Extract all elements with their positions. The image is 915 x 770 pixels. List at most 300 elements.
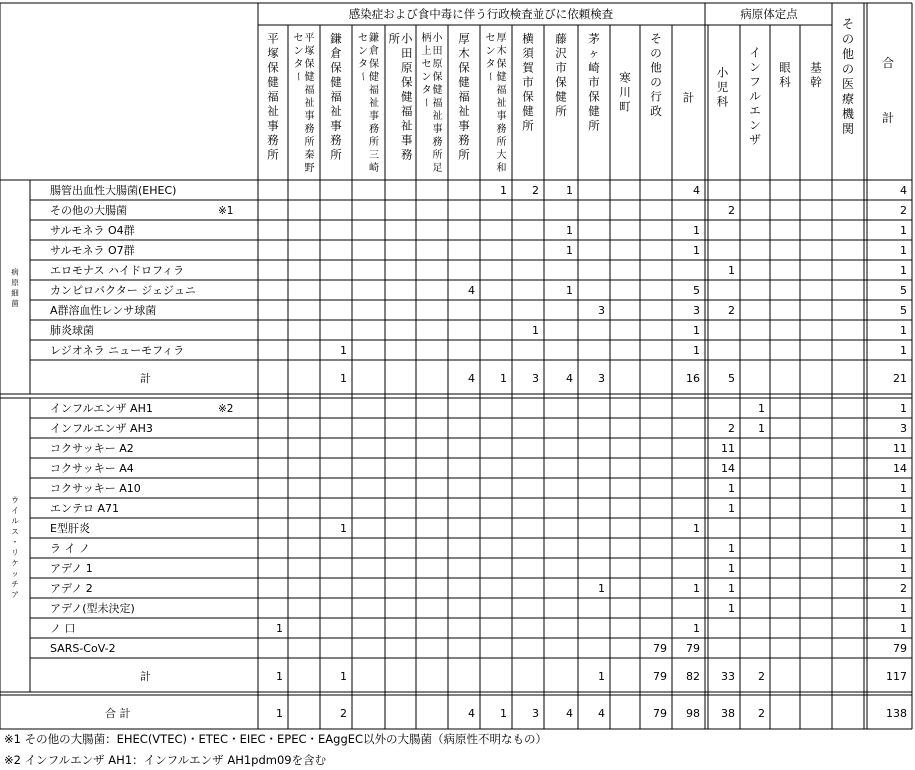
cell-value: 1 xyxy=(532,324,539,337)
subtotal-label: 計 xyxy=(140,372,151,385)
svg-text:田: 田 xyxy=(401,46,413,60)
cell-value: 1 xyxy=(500,184,507,197)
cell-value: 1 xyxy=(598,582,605,595)
cell-value: 2 xyxy=(900,582,907,595)
svg-text:ー: ー xyxy=(420,97,431,108)
svg-text:倉: 倉 xyxy=(369,46,379,57)
cell-value: 1 xyxy=(566,284,573,297)
svg-text:足: 足 xyxy=(432,163,443,174)
svg-text:市: 市 xyxy=(588,75,600,89)
cell-value: 3 xyxy=(900,422,907,435)
svg-text:平: 平 xyxy=(267,31,279,46)
grand-total-value: 1 xyxy=(276,707,283,720)
svg-text:福: 福 xyxy=(369,85,379,96)
svg-text:所: 所 xyxy=(369,137,379,148)
svg-text:ン: ン xyxy=(421,72,432,83)
svg-text:保: 保 xyxy=(267,60,279,75)
cell-value: 1 xyxy=(728,582,735,595)
svg-text:平: 平 xyxy=(304,33,315,44)
svg-text:務: 務 xyxy=(432,137,443,148)
svg-text:保: 保 xyxy=(432,72,443,83)
svg-text:祉: 祉 xyxy=(369,98,379,109)
column-header-13 xyxy=(683,91,695,105)
svg-text:小: 小 xyxy=(716,65,729,80)
column-header-10 xyxy=(588,32,600,133)
svg-text:健: 健 xyxy=(555,89,567,104)
svg-text:須: 須 xyxy=(522,46,534,60)
column-header-11 xyxy=(619,71,631,114)
subtotal-value: 3 xyxy=(598,372,605,385)
svg-text:エ: エ xyxy=(749,103,761,118)
svg-text:ス: ス xyxy=(11,527,19,536)
row-label: エンテロ A71 xyxy=(50,502,120,515)
row-label: アデノ 1 xyxy=(50,562,93,575)
svg-text:ケ: ケ xyxy=(11,558,19,568)
subtotal-value: 1 xyxy=(598,670,605,683)
column-header-4 xyxy=(389,32,414,162)
svg-text:そ: そ xyxy=(650,31,662,46)
svg-text:塚: 塚 xyxy=(304,46,315,57)
svg-text:セ: セ xyxy=(485,33,496,44)
svg-text:ン: ン xyxy=(749,60,761,74)
svg-text:タ: タ xyxy=(358,59,368,70)
subtotal-value: 3 xyxy=(532,372,539,385)
svg-text:セ: セ xyxy=(421,59,432,70)
svg-text:保: 保 xyxy=(401,75,413,89)
cell-value: 4 xyxy=(468,284,475,297)
svg-text:祉: 祉 xyxy=(401,118,413,133)
svg-text:健: 健 xyxy=(588,104,600,118)
column-header-15 xyxy=(749,46,761,147)
svg-text:ザ: ザ xyxy=(749,132,761,147)
svg-text:秦: 秦 xyxy=(304,150,315,161)
svg-text:保: 保 xyxy=(369,59,379,70)
cell-value: 11 xyxy=(721,442,735,455)
subtotal-value: 16 xyxy=(686,372,700,385)
grand-total-label: 合 計 xyxy=(105,707,131,720)
svg-text:藤: 藤 xyxy=(555,31,567,46)
svg-text:厚: 厚 xyxy=(496,33,507,44)
svg-text:合: 合 xyxy=(881,56,895,70)
svg-text:他: 他 xyxy=(650,60,662,75)
svg-text:タ: タ xyxy=(485,59,496,70)
svg-text:健: 健 xyxy=(267,75,279,89)
cell-value: 1 xyxy=(340,344,347,357)
svg-text:の: の xyxy=(650,75,662,89)
subtotal-value: 1 xyxy=(276,670,283,683)
svg-text:事: 事 xyxy=(432,124,443,135)
svg-text:祉: 祉 xyxy=(496,98,507,109)
grand-total-value: 98 xyxy=(686,707,700,720)
cell-value: 79 xyxy=(686,642,700,655)
svg-text:崎: 崎 xyxy=(588,60,600,75)
svg-text:市: 市 xyxy=(555,60,567,75)
svg-text:ヶ: ヶ xyxy=(588,46,600,60)
svg-text:木: 木 xyxy=(458,46,470,60)
svg-text:ウ: ウ xyxy=(11,495,19,505)
svg-text:事: 事 xyxy=(304,111,315,122)
cell-value: 1 xyxy=(728,542,735,555)
svg-text:科: 科 xyxy=(779,75,791,89)
cell-value: 1 xyxy=(728,562,735,575)
cell-value: 1 xyxy=(693,344,700,357)
cell-value: 1 xyxy=(758,422,765,435)
svg-text:町: 町 xyxy=(619,99,631,114)
cell-value: 1 xyxy=(728,502,735,515)
cell-value: 1 xyxy=(900,482,907,495)
svg-text:リ: リ xyxy=(11,548,19,557)
column-header-0 xyxy=(267,32,279,162)
svg-text:事: 事 xyxy=(267,118,279,133)
svg-text:療: 療 xyxy=(841,92,855,106)
svg-text:和: 和 xyxy=(496,163,507,174)
svg-text:健: 健 xyxy=(522,104,534,118)
cell-value: 1 xyxy=(900,324,907,337)
row-label: カンピロバクター ジェジュニ xyxy=(50,284,196,297)
svg-text:鎌: 鎌 xyxy=(330,31,342,46)
cell-value: 1 xyxy=(566,224,573,237)
svg-text:幹: 幹 xyxy=(810,75,822,89)
column-header-9 xyxy=(555,32,567,119)
cell-value: 1 xyxy=(693,324,700,337)
svg-text:イ: イ xyxy=(11,506,19,515)
footnote-1: ※1 その他の大腸菌：EHEC(VTEC)・ETEC・EIEC・EPEC・EAggEC以外の大腸菌（病原性不明なもの） xyxy=(4,732,548,746)
row-label: A群溶血性レンサ球菌 xyxy=(50,304,157,317)
row-label: SARS-CoV-2 xyxy=(50,642,116,655)
svg-text:保: 保 xyxy=(555,75,567,89)
svg-text:行: 行 xyxy=(650,89,662,104)
footnote-2: ※2 インフルエンザ AH1：インフルエンザ AH1pdm09を含む xyxy=(4,753,327,767)
svg-text:野: 野 xyxy=(304,163,315,174)
subtotal-value: 1 xyxy=(340,670,347,683)
svg-text:フ: フ xyxy=(749,74,761,89)
cell-value: 5 xyxy=(900,304,907,317)
column-header-1 xyxy=(292,32,315,174)
cell-value: 1 xyxy=(900,522,907,535)
svg-text:祉: 祉 xyxy=(304,98,315,109)
svg-text:鎌: 鎌 xyxy=(369,33,379,44)
svg-text:務: 務 xyxy=(458,133,470,147)
svg-text:祉: 祉 xyxy=(458,104,470,118)
svg-text:健: 健 xyxy=(369,72,379,83)
column-header-17 xyxy=(810,61,822,90)
cell-value: 1 xyxy=(900,402,907,415)
svg-text:保: 保 xyxy=(496,59,507,70)
svg-text:セ: セ xyxy=(293,33,304,44)
cell-value: 5 xyxy=(900,284,907,297)
svg-text:健: 健 xyxy=(458,75,470,89)
row-label: コクサッキー A4 xyxy=(50,462,134,475)
grand-total-value: 38 xyxy=(721,707,735,720)
svg-text:小: 小 xyxy=(432,33,443,44)
svg-text:ル: ル xyxy=(11,516,19,526)
svg-text:福: 福 xyxy=(401,104,413,118)
cell-value: 1 xyxy=(728,264,735,277)
svg-text:ー: ー xyxy=(484,71,495,82)
grand-total-value: 2 xyxy=(340,707,347,720)
column-header-8 xyxy=(522,32,535,133)
row-note: ※2 xyxy=(218,403,234,415)
svg-text:事: 事 xyxy=(401,133,413,147)
svg-text:科: 科 xyxy=(716,94,729,109)
svg-text:務: 務 xyxy=(267,133,279,147)
svg-text:ー: ー xyxy=(356,71,368,82)
svg-text:所: 所 xyxy=(432,150,443,161)
svg-text:所: 所 xyxy=(267,147,279,162)
other-medical-header xyxy=(842,17,855,136)
svg-text:イ: イ xyxy=(749,45,761,60)
svg-text:保: 保 xyxy=(304,59,315,70)
cell-value: 1 xyxy=(728,482,735,495)
svg-text:保: 保 xyxy=(588,89,600,104)
column-header-5 xyxy=(420,31,444,174)
svg-text:ー: ー xyxy=(292,71,303,82)
cell-value: 1 xyxy=(728,602,735,615)
svg-text:児: 児 xyxy=(716,80,729,94)
subtotal-value: 117 xyxy=(886,670,907,683)
subtotal-value: 5 xyxy=(728,372,735,385)
svg-text:上: 上 xyxy=(421,46,432,57)
svg-text:健: 健 xyxy=(432,85,443,96)
cell-value: 1 xyxy=(900,264,907,277)
svg-text:他: 他 xyxy=(841,47,855,61)
svg-text:の: の xyxy=(650,46,662,60)
cell-value: 11 xyxy=(893,442,907,455)
subtotal-value: 21 xyxy=(893,372,907,385)
cell-value: 1 xyxy=(693,622,700,635)
column-header-6 xyxy=(458,32,470,162)
svg-text:沢: 沢 xyxy=(555,46,567,60)
svg-text:寒: 寒 xyxy=(619,70,631,85)
svg-text:柄: 柄 xyxy=(421,33,432,44)
section-label-1 xyxy=(11,496,19,600)
svg-text:原: 原 xyxy=(432,59,443,70)
cell-value: 1 xyxy=(566,184,573,197)
svg-text:所: 所 xyxy=(588,118,600,133)
svg-text:賀: 賀 xyxy=(522,60,534,75)
svg-text:ン: ン xyxy=(293,46,304,57)
svg-text:所: 所 xyxy=(555,104,567,118)
svg-text:務: 務 xyxy=(401,147,413,162)
svg-text:所: 所 xyxy=(458,147,470,162)
svg-text:福: 福 xyxy=(432,98,443,109)
svg-text:計: 計 xyxy=(682,90,695,105)
svg-text:医: 医 xyxy=(841,77,855,91)
row-label: インフルエンザ AH3 xyxy=(50,422,153,435)
svg-text:祉: 祉 xyxy=(267,104,279,118)
subtotal-value: 1 xyxy=(500,372,507,385)
svg-text:健: 健 xyxy=(401,89,413,104)
cell-value: 1 xyxy=(566,244,573,257)
svg-text:健: 健 xyxy=(496,72,507,83)
svg-text:福: 福 xyxy=(267,89,279,104)
grand-total-value: 1 xyxy=(500,707,507,720)
svg-text:眼: 眼 xyxy=(779,60,791,75)
svg-text:所: 所 xyxy=(522,118,534,133)
svg-text:茅: 茅 xyxy=(588,31,600,46)
svg-text:病: 病 xyxy=(11,267,19,277)
row-label: レジオネラ ニューモフィラ xyxy=(50,344,185,357)
grand-total-value: 4 xyxy=(566,707,573,720)
grand-total-value: 4 xyxy=(598,707,605,720)
svg-text:務: 務 xyxy=(304,124,315,135)
cell-value: 1 xyxy=(340,522,347,535)
svg-text:保: 保 xyxy=(522,89,534,104)
svg-text:セ: セ xyxy=(358,33,368,44)
svg-text:政: 政 xyxy=(650,104,662,118)
svg-text:崎: 崎 xyxy=(369,163,379,174)
svg-text:所: 所 xyxy=(304,137,315,148)
row-label: サルモネラ O4群 xyxy=(50,224,135,237)
subtotal-value: 33 xyxy=(721,670,735,683)
row-label: コクサッキー A10 xyxy=(50,482,141,495)
row-label: コクサッキー A2 xyxy=(50,442,134,455)
svg-text:務: 務 xyxy=(330,133,342,147)
svg-text:タ: タ xyxy=(293,59,304,70)
cell-value: 3 xyxy=(598,304,605,317)
svg-text:祉: 祉 xyxy=(330,104,342,118)
cell-value: 1 xyxy=(693,522,700,535)
svg-text:横: 横 xyxy=(522,31,534,46)
svg-text:ル: ル xyxy=(749,89,761,103)
total-header-1 xyxy=(882,55,894,70)
cell-value: 2 xyxy=(728,304,735,317)
section-label-0 xyxy=(11,267,19,309)
svg-text:事: 事 xyxy=(369,111,379,122)
svg-text:福: 福 xyxy=(304,85,315,96)
grand-total-value: 4 xyxy=(468,707,475,720)
svg-text:市: 市 xyxy=(522,75,534,89)
cell-value: 1 xyxy=(900,602,907,615)
row-label: エロモナス ハイドロフィラ xyxy=(50,264,185,277)
column-header-12 xyxy=(650,32,662,119)
cell-value: 1 xyxy=(693,244,700,257)
svg-text:三: 三 xyxy=(369,150,379,161)
svg-text:ア: ア xyxy=(11,590,19,599)
row-label: インフルエンザ AH1 xyxy=(50,402,153,415)
row-label: サルモネラ O7群 xyxy=(50,244,135,257)
cell-value: 3 xyxy=(693,304,700,317)
svg-text:ン: ン xyxy=(749,118,761,132)
svg-text:木: 木 xyxy=(496,46,507,57)
subtotal-value: 1 xyxy=(340,372,347,385)
svg-text:福: 福 xyxy=(330,89,342,104)
row-label: 肺炎球菌 xyxy=(50,324,94,337)
row-label: その他の大腸菌 xyxy=(50,204,127,217)
group1-title: 感染症および食中毒に伴う行政検査並びに依頼検査 xyxy=(348,7,614,21)
svg-text:所: 所 xyxy=(330,147,342,162)
svg-text:の: の xyxy=(841,62,855,76)
grand-total-value: 2 xyxy=(758,707,765,720)
svg-text:事: 事 xyxy=(496,111,507,122)
svg-text:計: 計 xyxy=(881,111,895,125)
svg-text:小: 小 xyxy=(401,31,413,46)
cell-value: 1 xyxy=(900,244,907,257)
column-header-3 xyxy=(357,31,380,174)
svg-text:厚: 厚 xyxy=(458,31,470,46)
cell-value: 2 xyxy=(900,204,907,217)
cell-value: 1 xyxy=(900,344,907,357)
cell-value: 1 xyxy=(276,622,283,635)
row-label: E型肝炎 xyxy=(50,522,90,535)
svg-text:そ: そ xyxy=(841,17,855,31)
svg-text:務: 務 xyxy=(496,124,507,135)
svg-text:事: 事 xyxy=(458,118,470,133)
svg-text:ン: ン xyxy=(358,46,368,57)
cell-value: 1 xyxy=(900,622,907,635)
cell-value: 14 xyxy=(721,462,735,475)
cell-value: 1 xyxy=(900,562,907,575)
row-label: アデノ(型未決定) xyxy=(50,602,135,615)
cell-value: 2 xyxy=(532,184,539,197)
svg-text:所: 所 xyxy=(388,31,400,46)
column-header-14 xyxy=(717,66,729,109)
svg-text:基: 基 xyxy=(810,60,822,75)
subtotal-value: 2 xyxy=(758,670,765,683)
svg-text:ン: ン xyxy=(485,46,496,57)
svg-text:川: 川 xyxy=(619,85,631,99)
svg-text:福: 福 xyxy=(496,85,507,96)
svg-text:事: 事 xyxy=(330,118,342,133)
subtotal-label: 計 xyxy=(140,670,151,683)
subtotal-value: 4 xyxy=(566,372,573,385)
svg-text:所: 所 xyxy=(496,137,507,148)
row-label: ラ イ ノ xyxy=(50,542,90,555)
total-header-2 xyxy=(882,110,894,125)
cell-value: 2 xyxy=(728,422,735,435)
svg-text:・: ・ xyxy=(11,537,19,547)
grand-total-value: 138 xyxy=(886,707,907,720)
cell-value: 1 xyxy=(693,582,700,595)
svg-text:菌: 菌 xyxy=(11,299,19,308)
row-note: ※1 xyxy=(218,205,234,217)
svg-text:務: 務 xyxy=(369,124,379,135)
cell-value: 79 xyxy=(893,642,907,655)
svg-text:健: 健 xyxy=(330,75,342,89)
column-header-2 xyxy=(330,32,342,162)
column-header-16 xyxy=(779,61,791,90)
svg-text:ッ: ッ xyxy=(11,569,19,578)
svg-text:機: 機 xyxy=(841,107,855,121)
svg-text:原: 原 xyxy=(11,278,19,287)
cell-value: 1 xyxy=(900,542,907,555)
cell-value: 1 xyxy=(758,402,765,415)
row-label: 腸管出血性大腸菌(EHEC) xyxy=(50,184,177,197)
grand-total-value: 3 xyxy=(532,707,539,720)
cell-value: 14 xyxy=(893,462,907,475)
cell-value: 2 xyxy=(728,204,735,217)
svg-text:細: 細 xyxy=(11,288,19,298)
cell-value: 5 xyxy=(693,284,700,297)
svg-text:塚: 塚 xyxy=(267,46,279,60)
subtotal-value: 79 xyxy=(653,670,667,683)
svg-text:タ: タ xyxy=(421,85,432,96)
cell-value: 1 xyxy=(900,502,907,515)
svg-text:関: 関 xyxy=(841,122,855,136)
svg-text:の: の xyxy=(841,32,855,46)
group2-title: 病原体定点 xyxy=(740,7,798,21)
svg-text:福: 福 xyxy=(458,89,470,104)
grand-total-value: 79 xyxy=(653,707,667,720)
subtotal-value: 4 xyxy=(468,372,475,385)
svg-text:チ: チ xyxy=(11,579,19,589)
cell-value: 1 xyxy=(900,224,907,237)
svg-text:大: 大 xyxy=(496,150,507,161)
svg-text:田: 田 xyxy=(432,46,443,57)
subtotal-value: 82 xyxy=(686,670,700,683)
row-label: ノ 口 xyxy=(50,622,76,635)
svg-text:原: 原 xyxy=(401,60,413,75)
